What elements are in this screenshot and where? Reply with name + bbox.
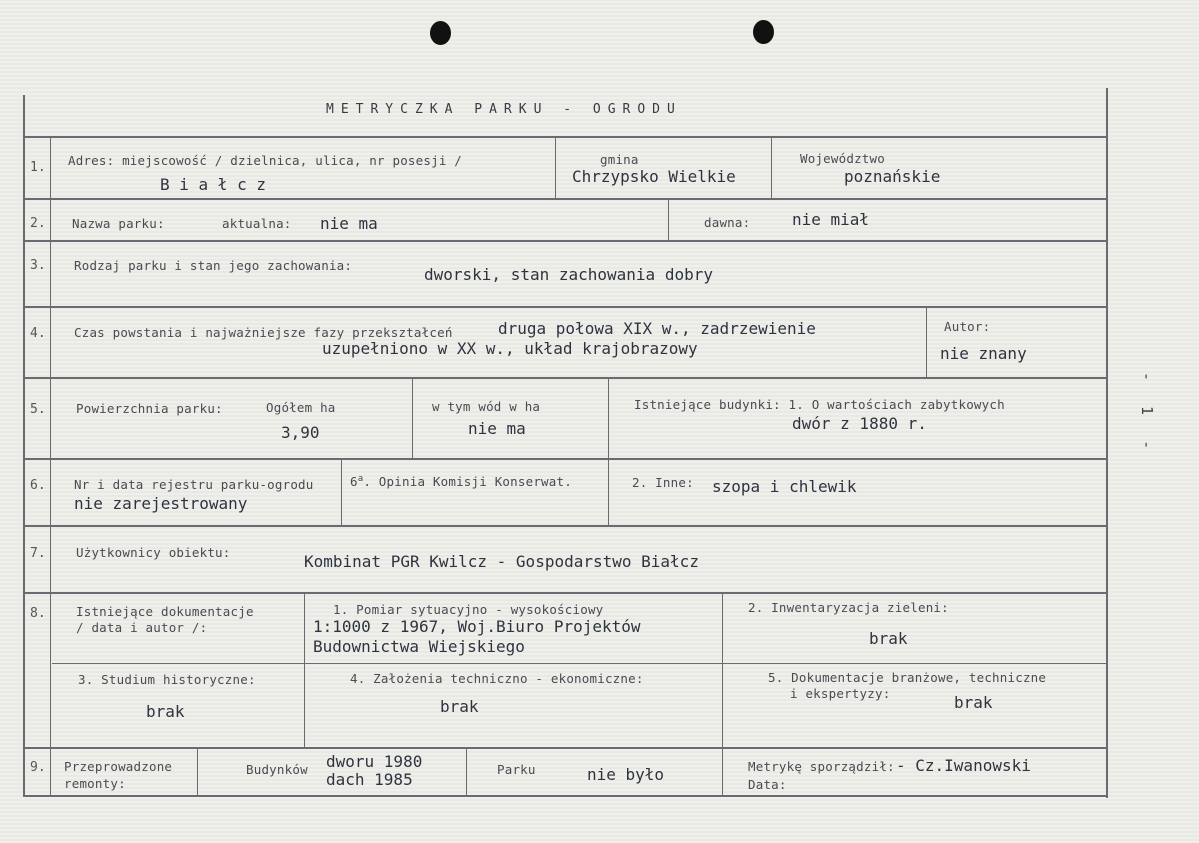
other-buildings-value: szopa i chlewik (712, 477, 857, 496)
users-value: Kombinat PGR Kwilcz - Gospodarstwo Białcz (304, 552, 699, 571)
park-type-value: dworski, stan zachowania dobry (424, 265, 713, 284)
author-value: nie znany (940, 344, 1027, 363)
documentation-label-line2: / data i autor /: (76, 620, 208, 635)
total-area-value: 3,90 (281, 423, 320, 442)
former-name-label: dawna: (704, 215, 751, 230)
row-number-2: 2. (30, 216, 46, 231)
row-number-7: 7. (30, 546, 46, 561)
park-renovation-value: nie było (587, 765, 665, 784)
current-name-label: aktualna: (222, 216, 292, 231)
former-name-value: nie miał (792, 210, 870, 229)
greenery-inventory-value: brak (869, 629, 908, 648)
author-label: Autor: (944, 319, 991, 334)
buildings-renovation-label: Budynków (246, 762, 308, 777)
branch-documentation-label-line1: 5. Dokumentacje branżowe, techniczne (768, 670, 1047, 685)
page-number: - 1 - (1138, 372, 1156, 458)
voivodeship-label: Województwo (800, 151, 885, 166)
origin-value-line2: uzupełniono w XX w., układ krajobrazowy (322, 339, 698, 358)
punch-hole-right (753, 20, 774, 44)
row-number-1: 1. (30, 160, 46, 175)
historical-study-label: 3. Studium historyczne: (78, 672, 256, 687)
branch-documentation-value: brak (954, 693, 993, 712)
punch-hole-left (430, 21, 451, 45)
buildings-value: dwór z 1880 r. (792, 414, 927, 433)
water-area-label: w tym wód w ha (432, 399, 541, 414)
survey-value-line2: Budownictwa Wiejskiego (313, 637, 525, 656)
prepared-by-label: Metrykę sporządził: (748, 759, 895, 774)
date-label: Data: (748, 777, 787, 792)
renovations-label-line1: Przeprowadzone (64, 759, 173, 774)
gmina-label: gmina (600, 152, 639, 167)
row-number-3: 3. (30, 258, 46, 273)
conservation-opinion-label: 6$^a$. Opinia Komisji Konserwat. (350, 474, 572, 490)
total-area-label: Ogółem ha (266, 400, 336, 415)
register-value: nie zarejestrowany (74, 494, 248, 513)
park-name-label: Nazwa parku: (72, 216, 165, 231)
origin-value-line1: druga połowa XIX w., zadrzewienie (498, 319, 816, 338)
row-number-8: 8. (30, 606, 46, 621)
buildings-label: Istniejące budynki: 1. O wartościach zabytkowych (634, 397, 1005, 412)
technical-economic-value: brak (440, 697, 479, 716)
documentation-label-line1: Istniejące dokumentacje (76, 604, 254, 619)
origin-label: Czas powstania i najważniejsze fazy przekształceń (74, 325, 453, 340)
users-label: Użytkownicy obiektu: (76, 545, 231, 560)
buildings-renovation-value-line1: dworu 1980 (326, 752, 423, 771)
voivodeship-value: poznańskie (844, 167, 941, 186)
park-type-label: Rodzaj parku i stan jego zachowania: (74, 258, 353, 273)
row-number-5: 5. (30, 402, 46, 417)
row-number-4: 4. (30, 326, 46, 341)
buildings-renovation-value-line2: dach 1985 (326, 770, 413, 789)
document-title: METRYCZKA PARKU - OGRODU (326, 102, 682, 117)
current-name-value: nie ma (320, 214, 378, 233)
survey-label: 1. Pomiar sytuacyjno - wysokościowy (333, 602, 604, 617)
survey-value-line1: 1:1000 z 1967, Woj.Biuro Projektów (313, 617, 641, 636)
row-number-6: 6. (30, 478, 46, 493)
branch-documentation-label-line2: i ekspertyzy: (790, 686, 891, 701)
row-number-9: 9. (30, 760, 46, 775)
historical-study-value: brak (146, 702, 185, 721)
other-buildings-label: 2. Inne: (632, 475, 694, 490)
gmina-value: Chrzypsko Wielkie (572, 167, 736, 186)
area-label: Powierzchnia parku: (76, 401, 223, 416)
water-area-value: nie ma (468, 419, 526, 438)
address-label: Adres: miejscowość / dzielnica, ulica, nr posesji / (68, 153, 463, 168)
renovations-label-line2: remonty: (64, 776, 126, 791)
prepared-by-value: - Cz.Iwanowski (896, 756, 1031, 775)
greenery-inventory-label: 2. Inwentaryzacja zieleni: (748, 600, 949, 615)
address-value: B i a ł c z (160, 175, 266, 194)
register-label: Nr i data rejestru parku-ogrodu (74, 477, 314, 492)
park-renovation-label: Parku (497, 762, 536, 777)
technical-economic-label: 4. Założenia techniczno - ekonomiczne: (350, 671, 644, 686)
